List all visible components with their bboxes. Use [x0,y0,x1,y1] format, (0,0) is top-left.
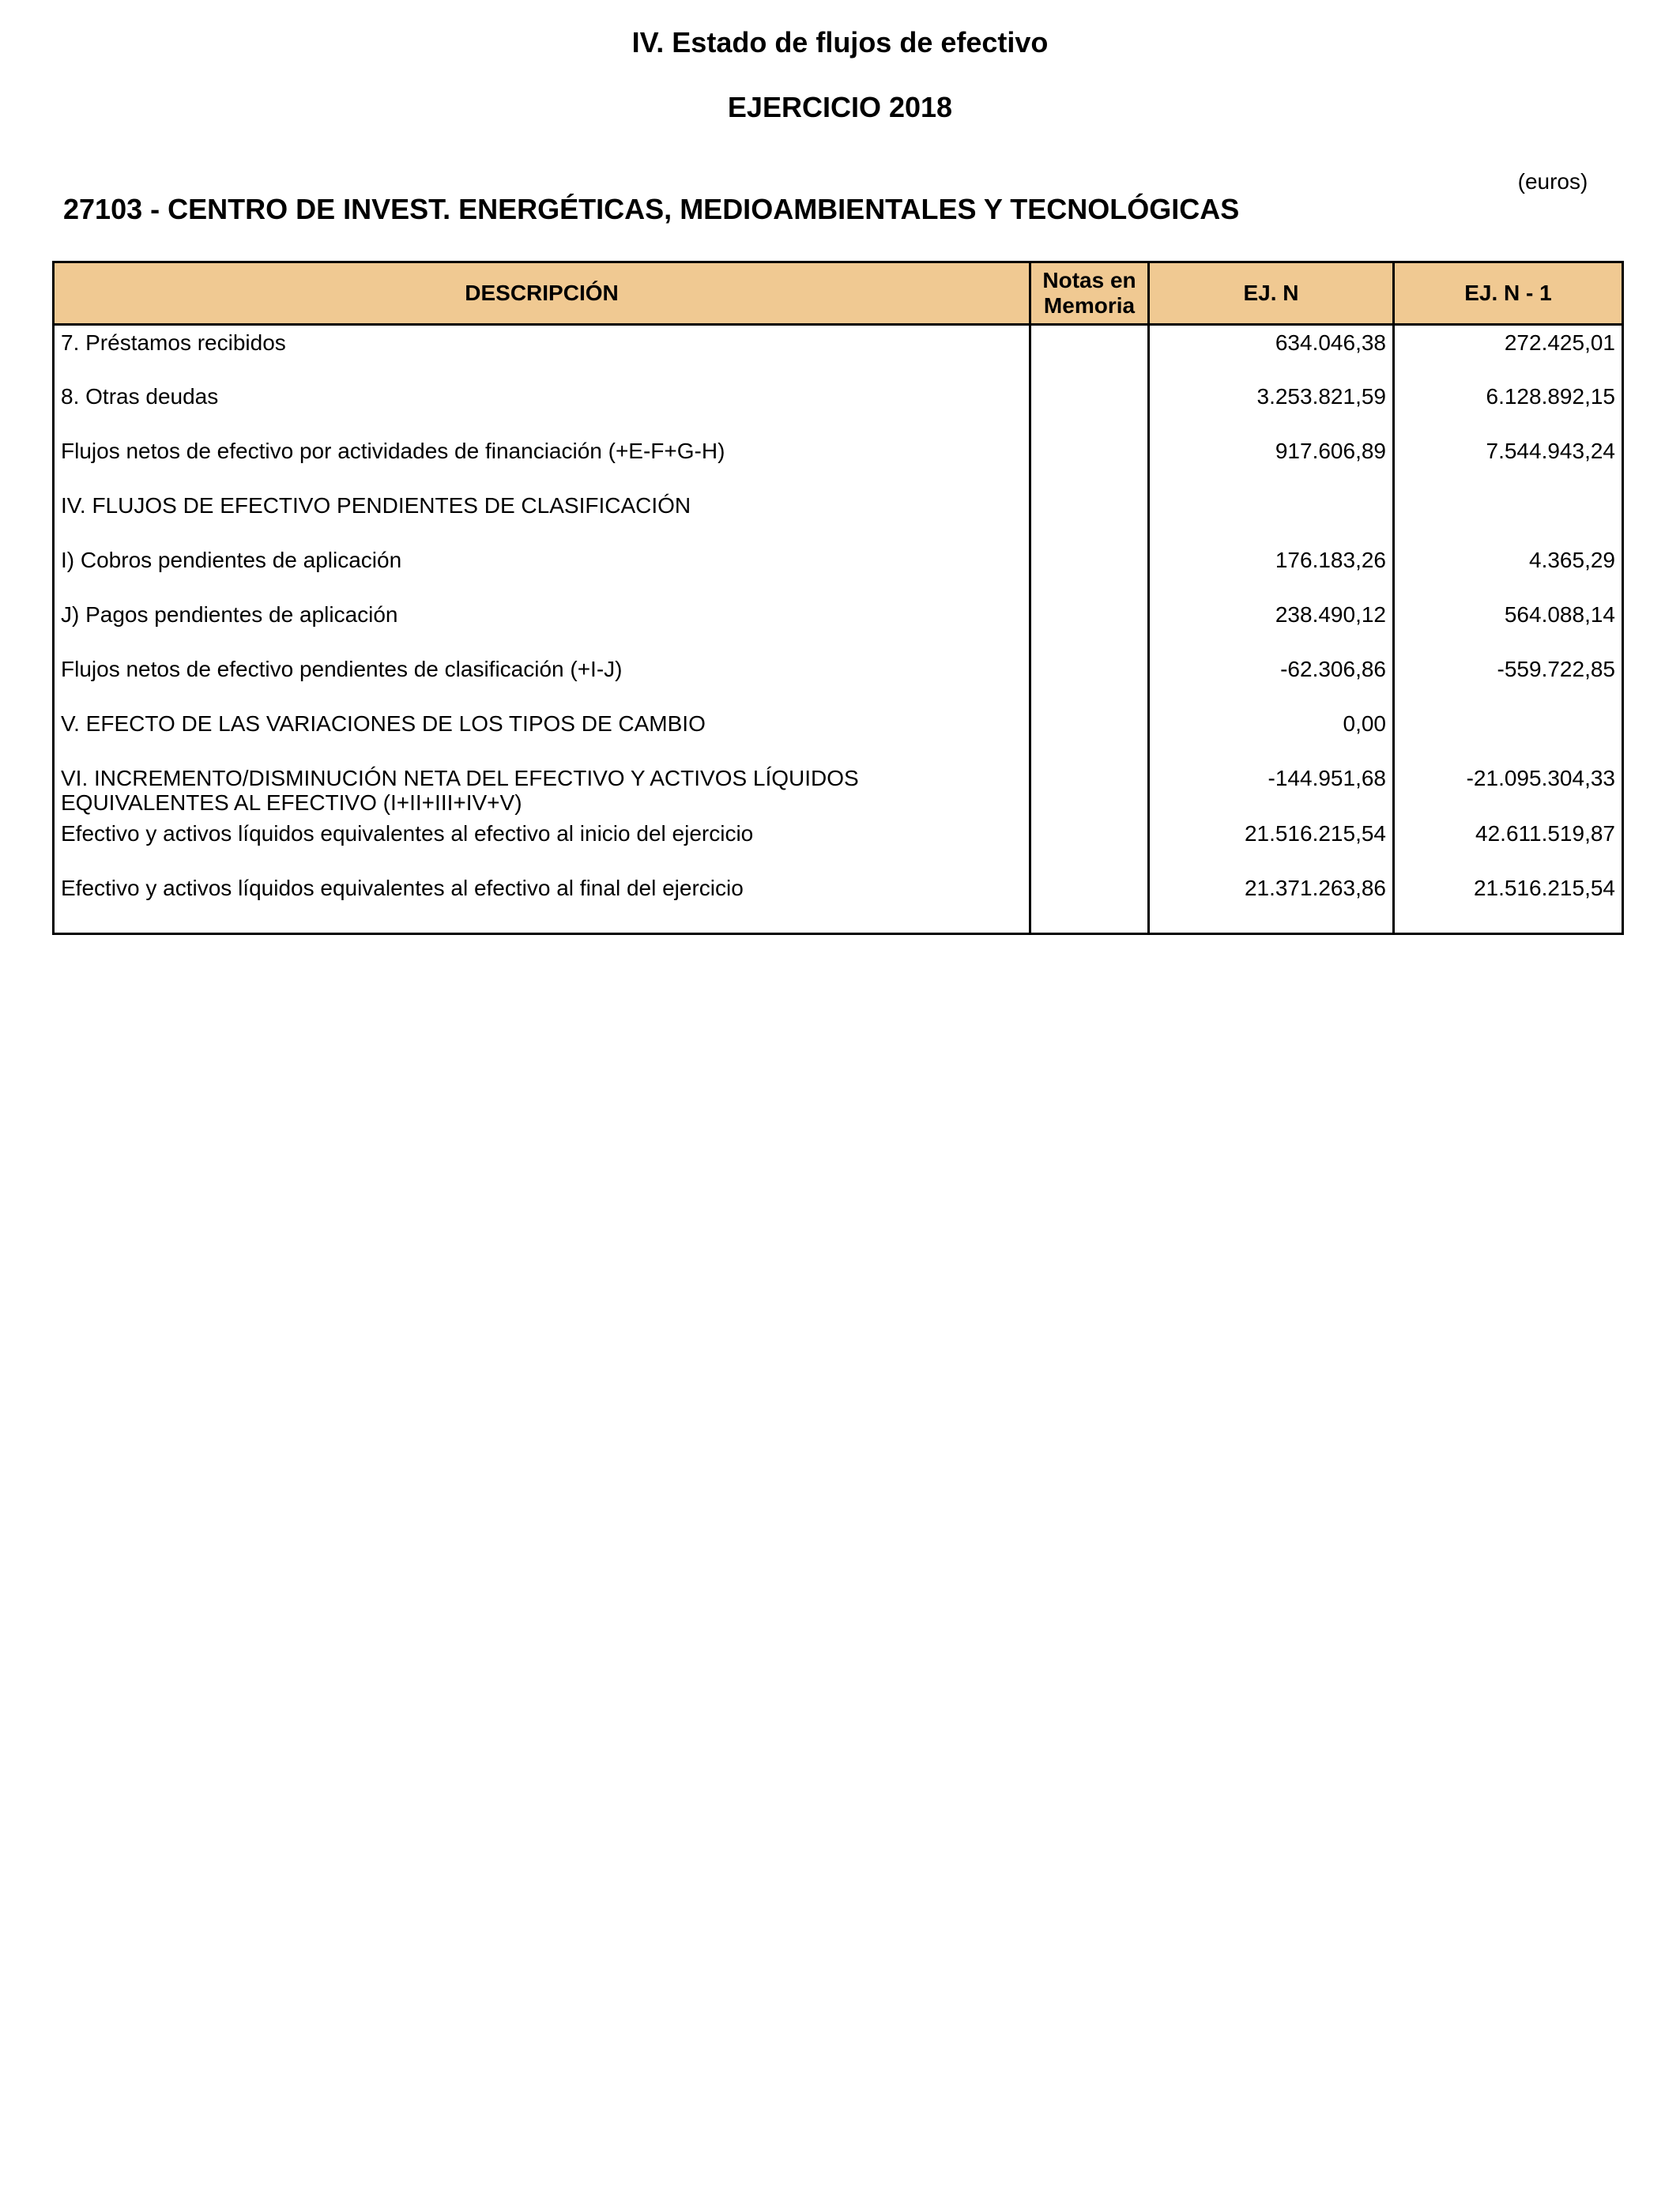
row-current-value: 3.253.821,59 [1149,379,1394,434]
row-notes [1030,652,1149,707]
cash-flow-table [52,261,1624,935]
row-description: I) Cobros pendientes de aplicación [54,543,1030,598]
row-previous-value: 7.544.943,24 [1394,434,1623,488]
currency-units: (euros) [1517,169,1588,194]
column-header-current-year: EJ. N [1149,262,1394,325]
row-current-value: 634.046,38 [1149,325,1394,379]
row-current-value: 21.516.215,54 [1149,816,1394,871]
table-row [54,816,1623,871]
row-notes [1030,871,1149,934]
row-description: 8. Otras deudas [54,379,1030,434]
row-notes [1030,488,1149,543]
row-description-line2: EQUIVALENTES AL EFECTIVO (I+II+III+IV+V) [61,790,522,815]
row-previous-value: -21.095.304,33 [1394,761,1623,816]
row-previous-value: -559.722,85 [1394,652,1623,707]
row-description: IV. FLUJOS DE EFECTIVO PENDIENTES DE CLASIFICACIÓN [54,488,1030,543]
table-row [54,707,1623,761]
table-row [54,871,1623,934]
column-header-previous-year: EJ. N - 1 [1394,262,1623,325]
row-description: V. EFECTO DE LAS VARIACIONES DE LOS TIPOS DE CAMBIO [54,707,1030,761]
row-previous-value: 4.365,29 [1394,543,1623,598]
row-previous-value [1394,707,1623,761]
row-current-value: 21.371.263,86 [1149,871,1394,934]
entity-name: 27103 - CENTRO DE INVEST. ENERGÉTICAS, MEDIOAMBIENTALES Y TECNOLÓGICAS [63,193,1240,225]
row-notes [1030,325,1149,379]
row-previous-value: 42.611.519,87 [1394,816,1623,871]
row-notes [1030,543,1149,598]
column-header-description: DESCRIPCIÓN [54,262,1030,325]
row-notes [1030,816,1149,871]
table-header-row [54,262,1623,325]
column-header-notes [1030,262,1149,325]
row-description: Efectivo y activos líquidos equivalentes al efectivo al inicio del ejercicio [54,816,1030,871]
table-row [54,598,1623,652]
table-row [54,488,1623,543]
row-current-value: 917.606,89 [1149,434,1394,488]
fiscal-year: EJERCICIO 2018 [727,91,953,123]
row-current-value: -144.951,68 [1149,761,1394,816]
row-previous-value: 6.128.892,15 [1394,379,1623,434]
table-row [54,761,1623,816]
row-current-value: -62.306,86 [1149,652,1394,707]
row-description: Flujos netos de efectivo pendientes de clasificación (+I-J) [54,652,1030,707]
row-notes [1030,598,1149,652]
row-previous-value: 564.088,14 [1394,598,1623,652]
row-notes [1030,379,1149,434]
row-description: Efectivo y activos líquidos equivalentes al efectivo al final del ejercicio [54,871,1030,934]
table-row [54,543,1623,598]
row-notes [1030,707,1149,761]
row-current-value: 0,00 [1149,707,1394,761]
table-row [54,652,1623,707]
row-notes [1030,434,1149,488]
row-current-value [1149,488,1394,543]
row-description [54,761,1030,816]
row-previous-value [1394,488,1623,543]
row-description: Flujos netos de efectivo por actividades de financiación (+E-F+G-H) [54,434,1030,488]
row-description: J) Pagos pendientes de aplicación [54,598,1030,652]
statement-title: IV. Estado de flujos de efectivo [631,26,1049,58]
row-current-value: 176.183,26 [1149,543,1394,598]
row-description: 7. Préstamos recibidos [54,325,1030,379]
column-header-notes-line1: Notas en [1042,267,1136,292]
row-current-value: 238.490,12 [1149,598,1394,652]
column-header-notes-line2: Memoria [1043,293,1136,318]
table-row [54,434,1623,488]
row-previous-value: 21.516.215,54 [1394,871,1623,934]
row-notes [1030,761,1149,816]
table-row [54,325,1623,379]
table-row [54,379,1623,434]
row-previous-value: 272.425,01 [1394,325,1623,379]
row-description-line1: VI. INCREMENTO/DISMINUCIÓN NETA DEL EFECTIVO Y ACTIVOS LÍQUIDOS [61,765,859,790]
